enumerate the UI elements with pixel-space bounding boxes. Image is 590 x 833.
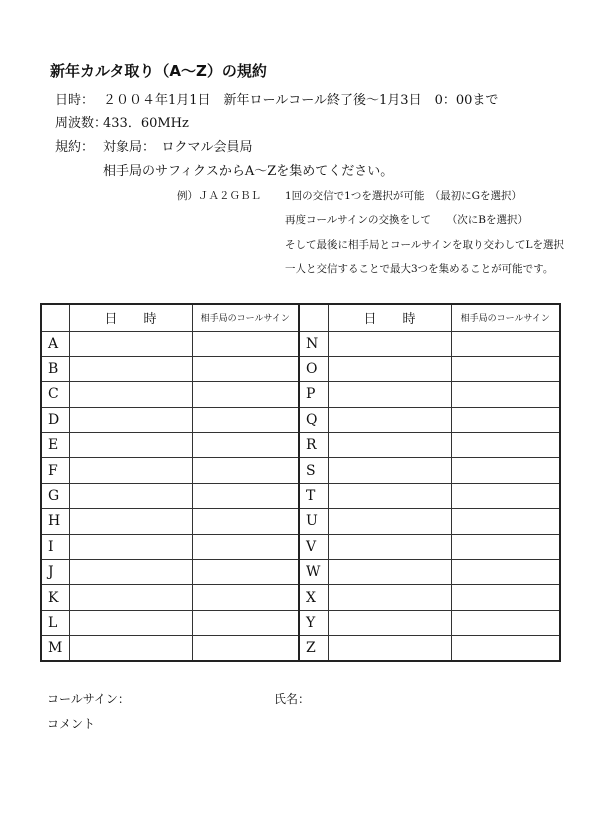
row-letter: X (299, 585, 328, 610)
row-letter: R (299, 433, 328, 458)
row-letter: F (41, 458, 69, 483)
callsign-cell[interactable] (451, 407, 560, 432)
datetime-cell[interactable] (69, 356, 192, 381)
datetime-cell[interactable] (69, 433, 192, 458)
row-letter: N (299, 331, 328, 356)
datetime-cell[interactable] (69, 560, 192, 585)
callsign-label: コールサイン： (47, 692, 130, 706)
datetime-cell[interactable] (328, 610, 451, 635)
row-letter: Z (299, 636, 328, 661)
row-letter: G (41, 483, 69, 508)
header-callsign: 相手局のコールサイン (451, 304, 560, 331)
table-row (41, 560, 560, 585)
callsign-cell[interactable] (192, 407, 299, 432)
comment-label: コメント (47, 717, 96, 731)
callsign-cell[interactable] (192, 331, 299, 356)
callsign-cell[interactable] (451, 382, 560, 407)
row-letter: C (41, 382, 69, 407)
callsign-cell[interactable] (451, 534, 560, 559)
row-letter: B (41, 356, 69, 381)
row-letter: D (41, 407, 69, 432)
callsign-cell[interactable] (192, 356, 299, 381)
rules-label: 規約： (55, 140, 95, 155)
datetime-cell[interactable] (69, 610, 192, 635)
table-row (41, 483, 560, 508)
row-letter: Q (299, 407, 328, 432)
datetime-cell[interactable] (328, 458, 451, 483)
datetime-cell[interactable] (328, 356, 451, 381)
document-title: 新年カルタ取り（A～Z）の規約 (50, 62, 267, 80)
callsign-cell[interactable] (451, 331, 560, 356)
karuta-record-table (40, 303, 561, 662)
callsign-cell[interactable] (192, 636, 299, 661)
table-row (41, 636, 560, 661)
datetime-cell[interactable] (328, 509, 451, 534)
callsign-cell[interactable] (192, 585, 299, 610)
table-row (41, 509, 560, 534)
row-letter: S (299, 458, 328, 483)
callsign-cell[interactable] (451, 610, 560, 635)
example-line: 1回の交信で1つを選択が可能 （最初にGを選択） (285, 190, 522, 202)
table-row (41, 407, 560, 432)
row-letter: E (41, 433, 69, 458)
callsign-cell[interactable] (451, 356, 560, 381)
table-header-row (41, 304, 560, 331)
datetime-cell[interactable] (328, 382, 451, 407)
table-row (41, 610, 560, 635)
row-letter: W (299, 560, 328, 585)
table-row (41, 331, 560, 356)
datetime-cell[interactable] (328, 534, 451, 559)
datetime-cell[interactable] (69, 534, 192, 559)
example-line: 一人と交信することで最大3つを集めることが可能です。 (285, 263, 554, 275)
datetime-cell[interactable] (328, 585, 451, 610)
row-letter: I (41, 534, 69, 559)
header-letter-cell (41, 304, 69, 331)
example-line: そして最後に相手局とコールサインを取り交わしてLを選択 (285, 239, 565, 251)
callsign-cell[interactable] (192, 560, 299, 585)
row-letter: M (41, 636, 69, 661)
row-letter: O (299, 356, 328, 381)
datetime-cell[interactable] (69, 382, 192, 407)
row-letter: K (41, 585, 69, 610)
header-callsign: 相手局のコールサイン (192, 304, 299, 331)
callsign-cell[interactable] (192, 610, 299, 635)
table-row (41, 585, 560, 610)
example-label: 例）ＪＡ２ＧＢＬ (177, 190, 261, 202)
header-datetime: 日 時 (69, 304, 192, 331)
row-letter: V (299, 534, 328, 559)
callsign-cell[interactable] (192, 483, 299, 508)
datetime-cell[interactable] (69, 509, 192, 534)
datetime-cell[interactable] (328, 433, 451, 458)
frequency-value: 433．60MHz (103, 116, 189, 131)
datetime-cell[interactable] (69, 636, 192, 661)
datetime-cell[interactable] (69, 483, 192, 508)
rules-target: 対象局： ロクマル会員局 (103, 140, 253, 155)
datetime-cell[interactable] (69, 458, 192, 483)
row-letter: U (299, 509, 328, 534)
callsign-cell[interactable] (451, 509, 560, 534)
header-datetime: 日 時 (328, 304, 451, 331)
header-letter-cell (299, 304, 328, 331)
callsign-cell[interactable] (192, 382, 299, 407)
callsign-cell[interactable] (451, 585, 560, 610)
callsign-cell[interactable] (192, 534, 299, 559)
callsign-cell[interactable] (451, 458, 560, 483)
row-letter: T (299, 483, 328, 508)
row-letter: J (41, 560, 69, 585)
datetime-cell[interactable] (328, 483, 451, 508)
table-row (41, 433, 560, 458)
table-row (41, 534, 560, 559)
datetime-cell[interactable] (328, 331, 451, 356)
datetime-cell[interactable] (328, 560, 451, 585)
example-line: 再度コールサインの交換をして （次にBを選択） (285, 214, 529, 226)
name-label: 氏名： (274, 692, 311, 706)
table-row (41, 356, 560, 381)
date-label: 日時： (55, 93, 95, 108)
datetime-cell[interactable] (328, 407, 451, 432)
callsign-cell[interactable] (192, 458, 299, 483)
table-row (41, 458, 560, 483)
callsign-cell[interactable] (451, 433, 560, 458)
frequency-label: 周波数： (55, 116, 108, 131)
table-row (41, 382, 560, 407)
row-letter: P (299, 382, 328, 407)
callsign-cell[interactable] (451, 636, 560, 661)
row-letter: Y (299, 610, 328, 635)
row-letter: A (41, 331, 69, 356)
row-letter: L (41, 610, 69, 635)
datetime-cell[interactable] (69, 331, 192, 356)
callsign-cell[interactable] (451, 483, 560, 508)
callsign-cell[interactable] (192, 509, 299, 534)
datetime-cell[interactable] (69, 407, 192, 432)
callsign-cell[interactable] (451, 560, 560, 585)
datetime-cell[interactable] (328, 636, 451, 661)
date-value: ２００４年1月1日 新年ロールコール終了後～1月3日 0：00まで (103, 93, 499, 108)
callsign-cell[interactable] (192, 433, 299, 458)
rules-text: 相手局のサフィクスからA～Zを集めてください。 (103, 164, 394, 179)
datetime-cell[interactable] (69, 585, 192, 610)
row-letter: H (41, 509, 69, 534)
